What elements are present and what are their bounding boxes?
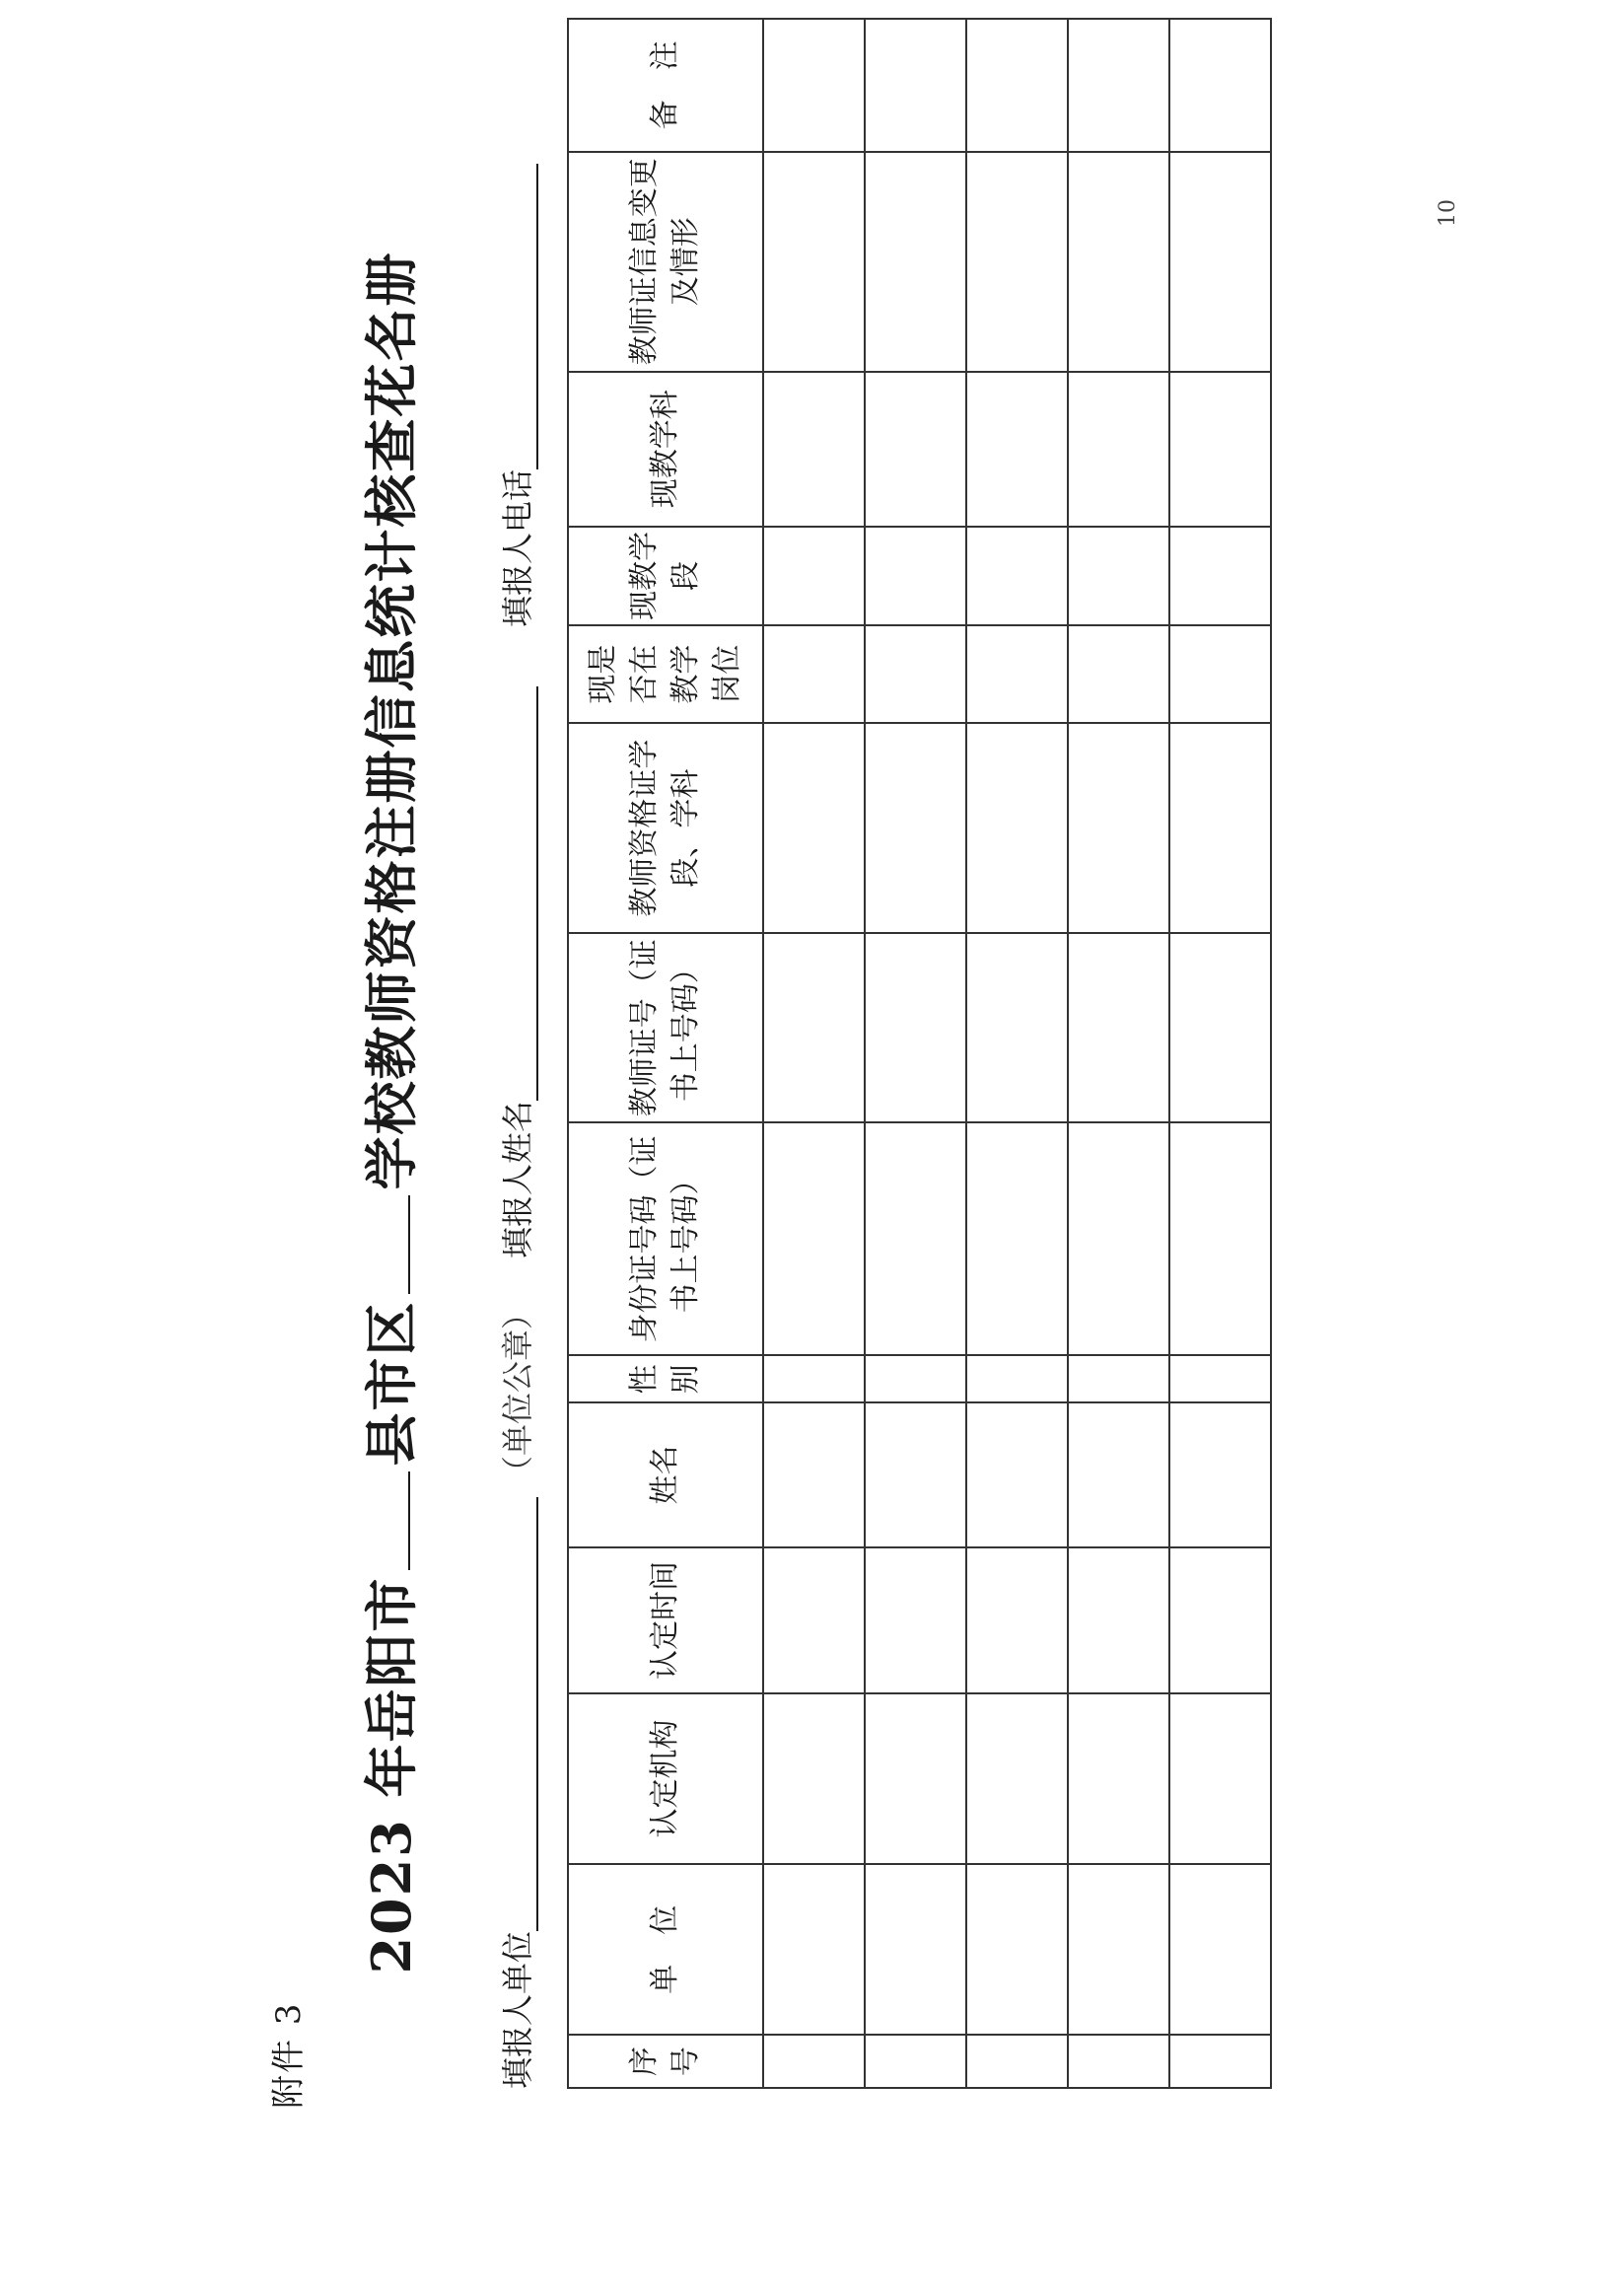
table-cell [1169, 527, 1271, 625]
table-cell [1169, 1864, 1271, 2035]
table-cell [763, 723, 865, 933]
table-cell [1169, 1122, 1271, 1355]
table-cell [865, 152, 966, 372]
header-cert-change: 教师证信息变更及情形 [568, 152, 763, 372]
table-cell [1068, 2035, 1169, 2088]
header-seq: 序号 [568, 2035, 763, 2088]
table-cell [865, 372, 966, 527]
table-cell [1169, 372, 1271, 527]
table-cell [1068, 933, 1169, 1122]
table-cell [966, 2035, 1068, 2088]
table-cell [763, 625, 865, 723]
table-cell [1068, 1693, 1169, 1864]
table-cell [966, 1693, 1068, 1864]
table-cell [763, 933, 865, 1122]
table-cell [1068, 723, 1169, 933]
table-cell [966, 527, 1068, 625]
table-cell [966, 19, 1068, 152]
table-cell [1169, 1693, 1271, 1864]
page-number: 10 [1436, 199, 1460, 227]
table-cell [865, 933, 966, 1122]
header-name: 姓名 [568, 1402, 763, 1547]
table-cell [1169, 625, 1271, 723]
table-cell [865, 1356, 966, 1403]
table-cell [763, 1693, 865, 1864]
table-cell [966, 625, 1068, 723]
table-cell [865, 1402, 966, 1547]
fill-name-label: 填报人姓名 [499, 1100, 536, 1258]
title-district-blank [404, 1195, 410, 1294]
table-cell [865, 1693, 966, 1864]
table-cell [1169, 152, 1271, 372]
table-cell [1068, 1356, 1169, 1403]
table-cell [1068, 1402, 1169, 1547]
table-cell [1068, 1122, 1169, 1355]
table-cell [966, 1547, 1068, 1693]
table-row [763, 19, 865, 2088]
table-cell [1169, 19, 1271, 152]
table-cell [763, 1122, 865, 1355]
table-cell [1169, 1356, 1271, 1403]
table-cell [966, 152, 1068, 372]
table-cell [763, 1356, 865, 1403]
table-cell [763, 1402, 865, 1547]
table-cell [865, 1864, 966, 2035]
table-cell [865, 2035, 966, 2088]
header-gender: 性别 [568, 1356, 763, 1403]
header-cert-level-subject: 教师资格证学段、学科 [568, 723, 763, 933]
table-cell [865, 723, 966, 933]
table-cell [763, 152, 865, 372]
table-row [1169, 19, 1271, 2088]
title-prefix: 2023 年岳阳市 [360, 1576, 423, 1974]
fill-unit-label: 填报人单位 [499, 1930, 536, 2089]
header-unit: 单 位 [568, 1864, 763, 2035]
fill-unit-blank [501, 1497, 538, 1931]
table-row [865, 19, 966, 2088]
fill-info-row [493, 57, 538, 2089]
header-teacher-cert-number: 教师证号（证书上号码） [568, 933, 763, 1122]
page-title [350, 225, 426, 2000]
table-cell [865, 527, 966, 625]
stamp-note: （单位公章） [499, 1297, 536, 1487]
table-cell [865, 1122, 966, 1355]
table-cell [1068, 1547, 1169, 1693]
table-row [966, 19, 1068, 2088]
table-row [1068, 19, 1169, 2088]
table-cell [763, 1547, 865, 1693]
table-cell [763, 527, 865, 625]
table-cell [966, 723, 1068, 933]
title-mid: 县市区 [360, 1300, 423, 1467]
title-city-blank [404, 1471, 410, 1570]
table-header-row [568, 19, 763, 2088]
table-cell [1169, 1547, 1271, 1693]
table-cell [1169, 1402, 1271, 1547]
table-cell [1169, 933, 1271, 1122]
table-cell [1068, 527, 1169, 625]
table-cell [966, 1356, 1068, 1403]
table-cell [1068, 372, 1169, 527]
table-cell [1169, 723, 1271, 933]
table-cell [865, 1547, 966, 1693]
table-cell [763, 19, 865, 152]
table-cell [763, 372, 865, 527]
roster-table [567, 18, 1272, 2089]
table-cell [1068, 19, 1169, 152]
table-cell [1068, 152, 1169, 372]
table-cell [966, 1402, 1068, 1547]
table-cell [1169, 2035, 1271, 2088]
table-cell [966, 1122, 1068, 1355]
header-current-level: 现教学段 [568, 527, 763, 625]
header-id-number: 身份证号码（证书上号码） [568, 1122, 763, 1355]
table-cell [763, 2035, 865, 2088]
table-cell [865, 625, 966, 723]
table-cell [966, 1864, 1068, 2035]
header-cert-date: 认定时间 [568, 1547, 763, 1693]
title-suffix: 学校教师资格注册信息统计核查花名册 [360, 251, 423, 1190]
header-cert-authority: 认定机构 [568, 1693, 763, 1864]
table-cell [966, 933, 1068, 1122]
fill-name-blank [501, 686, 538, 1101]
header-remarks: 备 注 [568, 19, 763, 152]
table-cell [865, 19, 966, 152]
header-in-teaching-post: 现是否在教学岗位 [568, 625, 763, 723]
fill-phone-blank [501, 164, 538, 469]
table-cell [1068, 1864, 1169, 2035]
table-cell [1068, 625, 1169, 723]
fill-phone-label: 填报人电话 [499, 468, 536, 627]
header-current-subject: 现教学科 [568, 372, 763, 527]
table-cell [966, 372, 1068, 527]
attachment-label: 附件 3 [269, 2001, 309, 2109]
table-cell [763, 1864, 865, 2035]
